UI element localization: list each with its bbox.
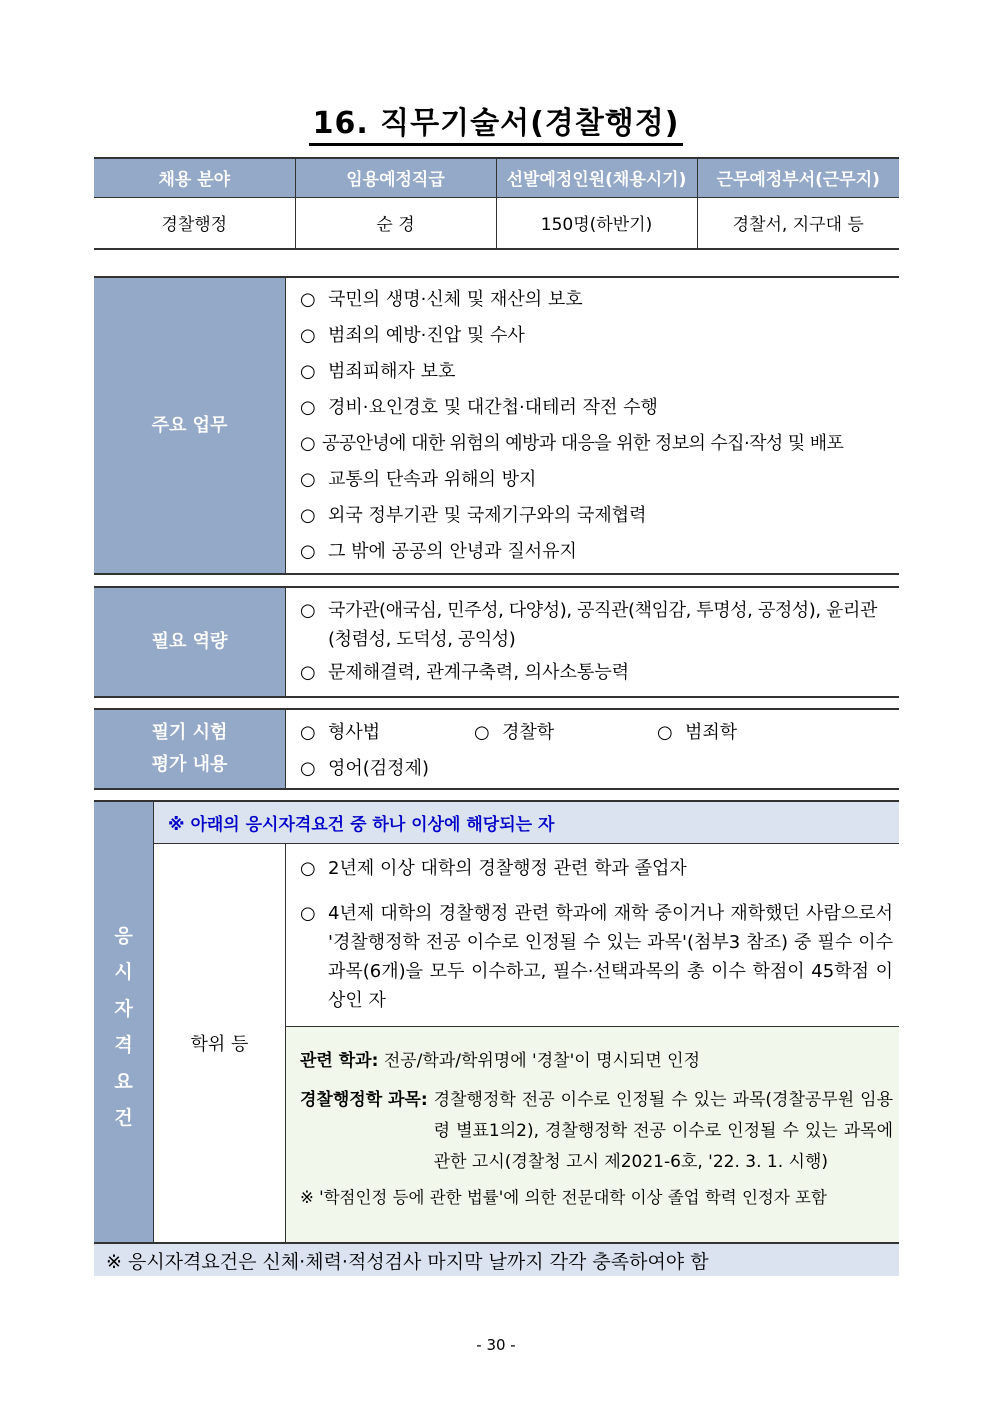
table-row	[94, 197, 899, 249]
list-item: ○ 4년제 대학의 경찰행정 관련 학과에 재학 중이거나 재학했던 사람으로서 '경찰행정학 전공 이수로 인정될 수 있는 과목'(첨부3 참조) 중 필수 이수과목(6개)을 모두 이수하고, 필수·선택과목의 총 이수 학점이 45학점 이상인 자	[300, 899, 893, 1015]
circle-bullet-icon: ○	[300, 858, 316, 879]
recognition-criteria	[286, 1027, 899, 1242]
qualifications-section	[94, 800, 899, 1244]
list-item: ○ 범죄의 예방·진압 및 수사	[300, 318, 893, 354]
list-item: ○ 국민의 생명·신체 및 재산의 보호	[300, 282, 893, 318]
list-item: ○ 공공안녕에 대한 위험의 예방과 대응을 위한 정보의 수집·작성 및 배포	[300, 426, 893, 462]
degree-requirements	[286, 844, 899, 1027]
circle-bullet-icon: ○	[300, 541, 316, 562]
recruitment-summary-table	[94, 157, 899, 250]
circle-bullet-icon: ○	[300, 469, 316, 490]
written-exam-label: 필기 시험 평가 내용	[94, 710, 286, 788]
column-header: 선발예정인원(채용시기)	[496, 158, 697, 197]
circle-bullet-icon: ○	[300, 325, 316, 346]
page-number: - 30 -	[476, 1336, 516, 1354]
police-subject-line: 경찰행정학 과목: 경찰행정학 전공 이수로 인정될 수 있는 과목(경찰공무원 임용령 별표1의2), 경찰행정학 전공 이수로 인정될 수 있는 과목에 관한 고시(경찰청 고시 제2021-6호, '22. 3. 1. 시행)	[300, 1090, 893, 1172]
list-item: ○ 그 밖에 공공의 안녕과 질서유지	[300, 534, 893, 570]
competency-section	[94, 586, 899, 698]
table-header-row	[94, 158, 899, 197]
list-item: ○ 외국 정부기관 및 국제기구와의 국제협력	[300, 498, 893, 534]
column-header: 채용 분야	[94, 158, 295, 197]
circle-bullet-icon: ○	[300, 361, 316, 382]
circle-bullet-icon: ○	[300, 903, 316, 924]
degree-label: 학위 등	[154, 844, 286, 1242]
competency-list	[286, 588, 899, 696]
table-cell: 경찰서, 지구대 등	[697, 197, 899, 249]
circle-bullet-icon: ○	[657, 722, 673, 743]
circle-bullet-icon: ○	[300, 289, 316, 310]
circle-bullet-icon: ○	[300, 433, 316, 454]
table-cell: 경찰행정	[94, 197, 295, 249]
footnote: ※ 응시자격요건은 신체·체력·적성검사 마지막 날까지 각각 충족하여야 함	[94, 1244, 899, 1276]
qualifications-banner: ※ 아래의 응시자격요건 중 하나 이상에 해당되는 자	[154, 802, 899, 844]
column-header: 임용예정직급	[295, 158, 496, 197]
circle-bullet-icon: ○	[474, 722, 490, 743]
duties-list	[286, 278, 899, 573]
circle-bullet-icon: ○	[300, 662, 316, 683]
list-item: ○ 경비·요인경호 및 대간첩·대테러 작전 수행	[300, 390, 893, 426]
circle-bullet-icon: ○	[300, 397, 316, 418]
circle-bullet-icon: ○	[300, 600, 316, 621]
circle-bullet-icon: ○	[300, 505, 316, 526]
written-exam-section	[94, 708, 899, 790]
table-cell: 순 경	[295, 197, 496, 249]
exam-subject: ○ 범죄학	[657, 715, 737, 751]
circle-bullet-icon: ○	[300, 758, 316, 779]
exam-subjects	[286, 710, 899, 788]
competency-label: 필요 역량	[94, 588, 286, 696]
related-major-line: 관련 학과: 전공/학과/학위명에 '경찰'이 명시되면 인정	[300, 1051, 700, 1071]
list-item: ○ 문제해결력, 관계구축력, 의사소통능력	[300, 658, 893, 687]
list-item: ○ 2년제 이상 대학의 경찰행정 관련 학과 졸업자	[300, 854, 893, 883]
qualifications-vertical-label: 응 시 자 격 요 건	[94, 802, 154, 1242]
exam-subject: ○ 영어(검정제)	[300, 751, 429, 787]
recognition-note: ※ '학점인정 등에 관한 법률'에 의한 전문대학 이상 졸업 학력 인정자 포함	[300, 1188, 827, 1207]
table-cell: 150명(하반기)	[496, 197, 697, 249]
circle-bullet-icon: ○	[300, 722, 316, 743]
duties-section	[94, 276, 899, 575]
exam-subject: ○ 경찰학	[474, 715, 657, 751]
list-item: ○ 교통의 단속과 위해의 방지	[300, 462, 893, 498]
list-item: ○ 범죄피해자 보호	[300, 354, 893, 390]
page-title: 16. 직무기술서(경찰행정)	[0, 98, 992, 142]
duties-label: 주요 업무	[94, 278, 286, 573]
column-header: 근무예정부서(근무지)	[697, 158, 899, 197]
exam-subject: ○ 형사법	[300, 715, 474, 751]
list-item: ○ 국가관(애국심, 민주성, 다양성), 공직관(책임감, 투명성, 공정성), 윤리관(청렴성, 도덕성, 공익성)	[300, 596, 893, 654]
